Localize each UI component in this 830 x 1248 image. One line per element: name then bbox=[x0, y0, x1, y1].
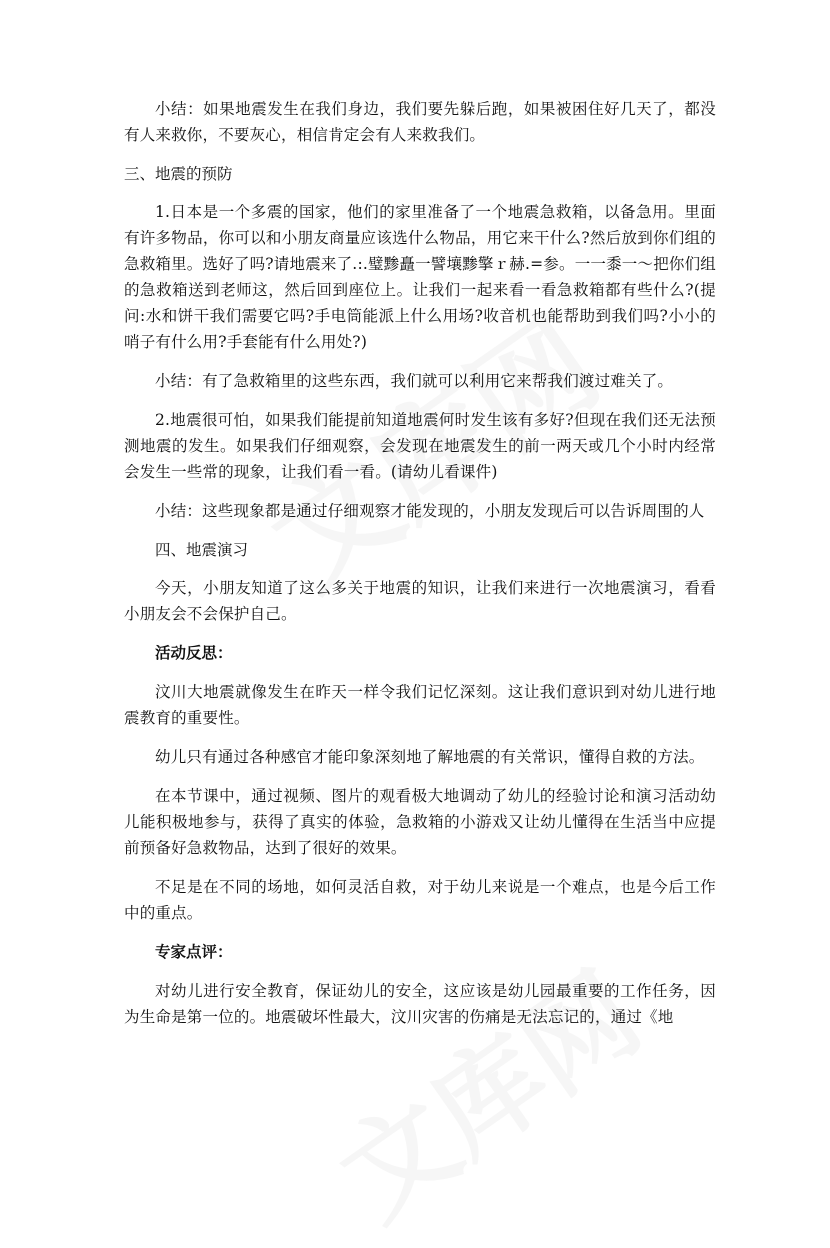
summary-paragraph: 小结：如果地震发生在我们身边，我们要先躲后跑，如果被困住好几天了，都没有人来救你，不要灰心，相信肯定会有人来救我们。 bbox=[124, 100, 716, 144]
document-body bbox=[124, 96, 716, 1043]
paragraph-reflection-3: 在本节课中，通过视频、图片的观看极大地调动了幼儿的经验讨论和演习活动幼儿能积极地参与，获得了真实的体验，急救箱的小游戏又让幼儿懂得在生活当中应提前预备好急救物品，达到了很好的效果。 bbox=[124, 787, 716, 857]
summary-paragraph: 小结：这些现象都是通过仔细观察才能发现的，小朋友发现后可以告诉周围的人 bbox=[155, 502, 705, 520]
paragraph-reflection-4: 不足是在不同的场地，如何灵活自救，对于幼儿来说是一个难点，也是今后工作中的重点。 bbox=[124, 878, 716, 922]
paragraph-reflection-1: 汶川大地震就像发生在昨天一样令我们记忆深刻。这让我们意识到对幼儿进行地震教育的重要性。 bbox=[124, 683, 716, 727]
paragraph-emergency-kit: 1.日本是一个多震的国家，他们的家里准备了一个地震急救箱，以备急用。里面有许多物品，你可以和小朋友商量应该选什么物品，用它来干什么?然后放到你们组的急救箱里。选好了吗?请地震来了.:.璧黪矗一譬壤黪擎ｒ赫.=参。一一黍一～把你们组的急救箱送到老师这，然后回到座位上。让我们一起来看一看急救箱都有些什么?(提问:水和饼干我们需要它吗?手电筒能派上什么用场?收音机也能帮助到我们吗?小小的哨子有什么用?手套能有什么用处?) bbox=[124, 203, 717, 351]
section-heading-prevention: 三、地震的预防 bbox=[124, 165, 233, 183]
heading-activity-reflection: 活动反思： bbox=[155, 644, 233, 662]
paragraph-expert-comment: 对幼儿进行安全教育，保证幼儿的安全，这应该是幼儿园最重要的工作任务，因为生命是第一位的。地震破坏性最大，汶川灾害的伤痛是无法忘记的，通过《地 bbox=[124, 982, 716, 1026]
section-heading-drill: 四、地震演习 bbox=[155, 541, 249, 559]
paragraph-drill: 今天，小朋友知道了这么多关于地震的知识，让我们来进行一次地震演习，看看小朋友会不会保护自己。 bbox=[124, 579, 716, 623]
summary-paragraph: 小结：有了急救箱里的这些东西，我们就可以利用它来帮我们渡过难关了。 bbox=[155, 372, 674, 390]
paragraph-reflection-2: 幼儿只有通过各种感官才能印象深刻地了解地震的有关常识，懂得自救的方法。 bbox=[155, 748, 705, 766]
paragraph-prediction: 2.地震很可怕，如果我们能提前知道地震何时发生该有多好?但现在我们还无法预测地震的发生。如果我们仔细观察，会发现在地震发生的前一两天或几个小时内经常会发生一些常的现象，让我们看一看。(请幼儿看课件) bbox=[124, 411, 716, 481]
heading-expert-comment: 专家点评： bbox=[155, 943, 233, 961]
